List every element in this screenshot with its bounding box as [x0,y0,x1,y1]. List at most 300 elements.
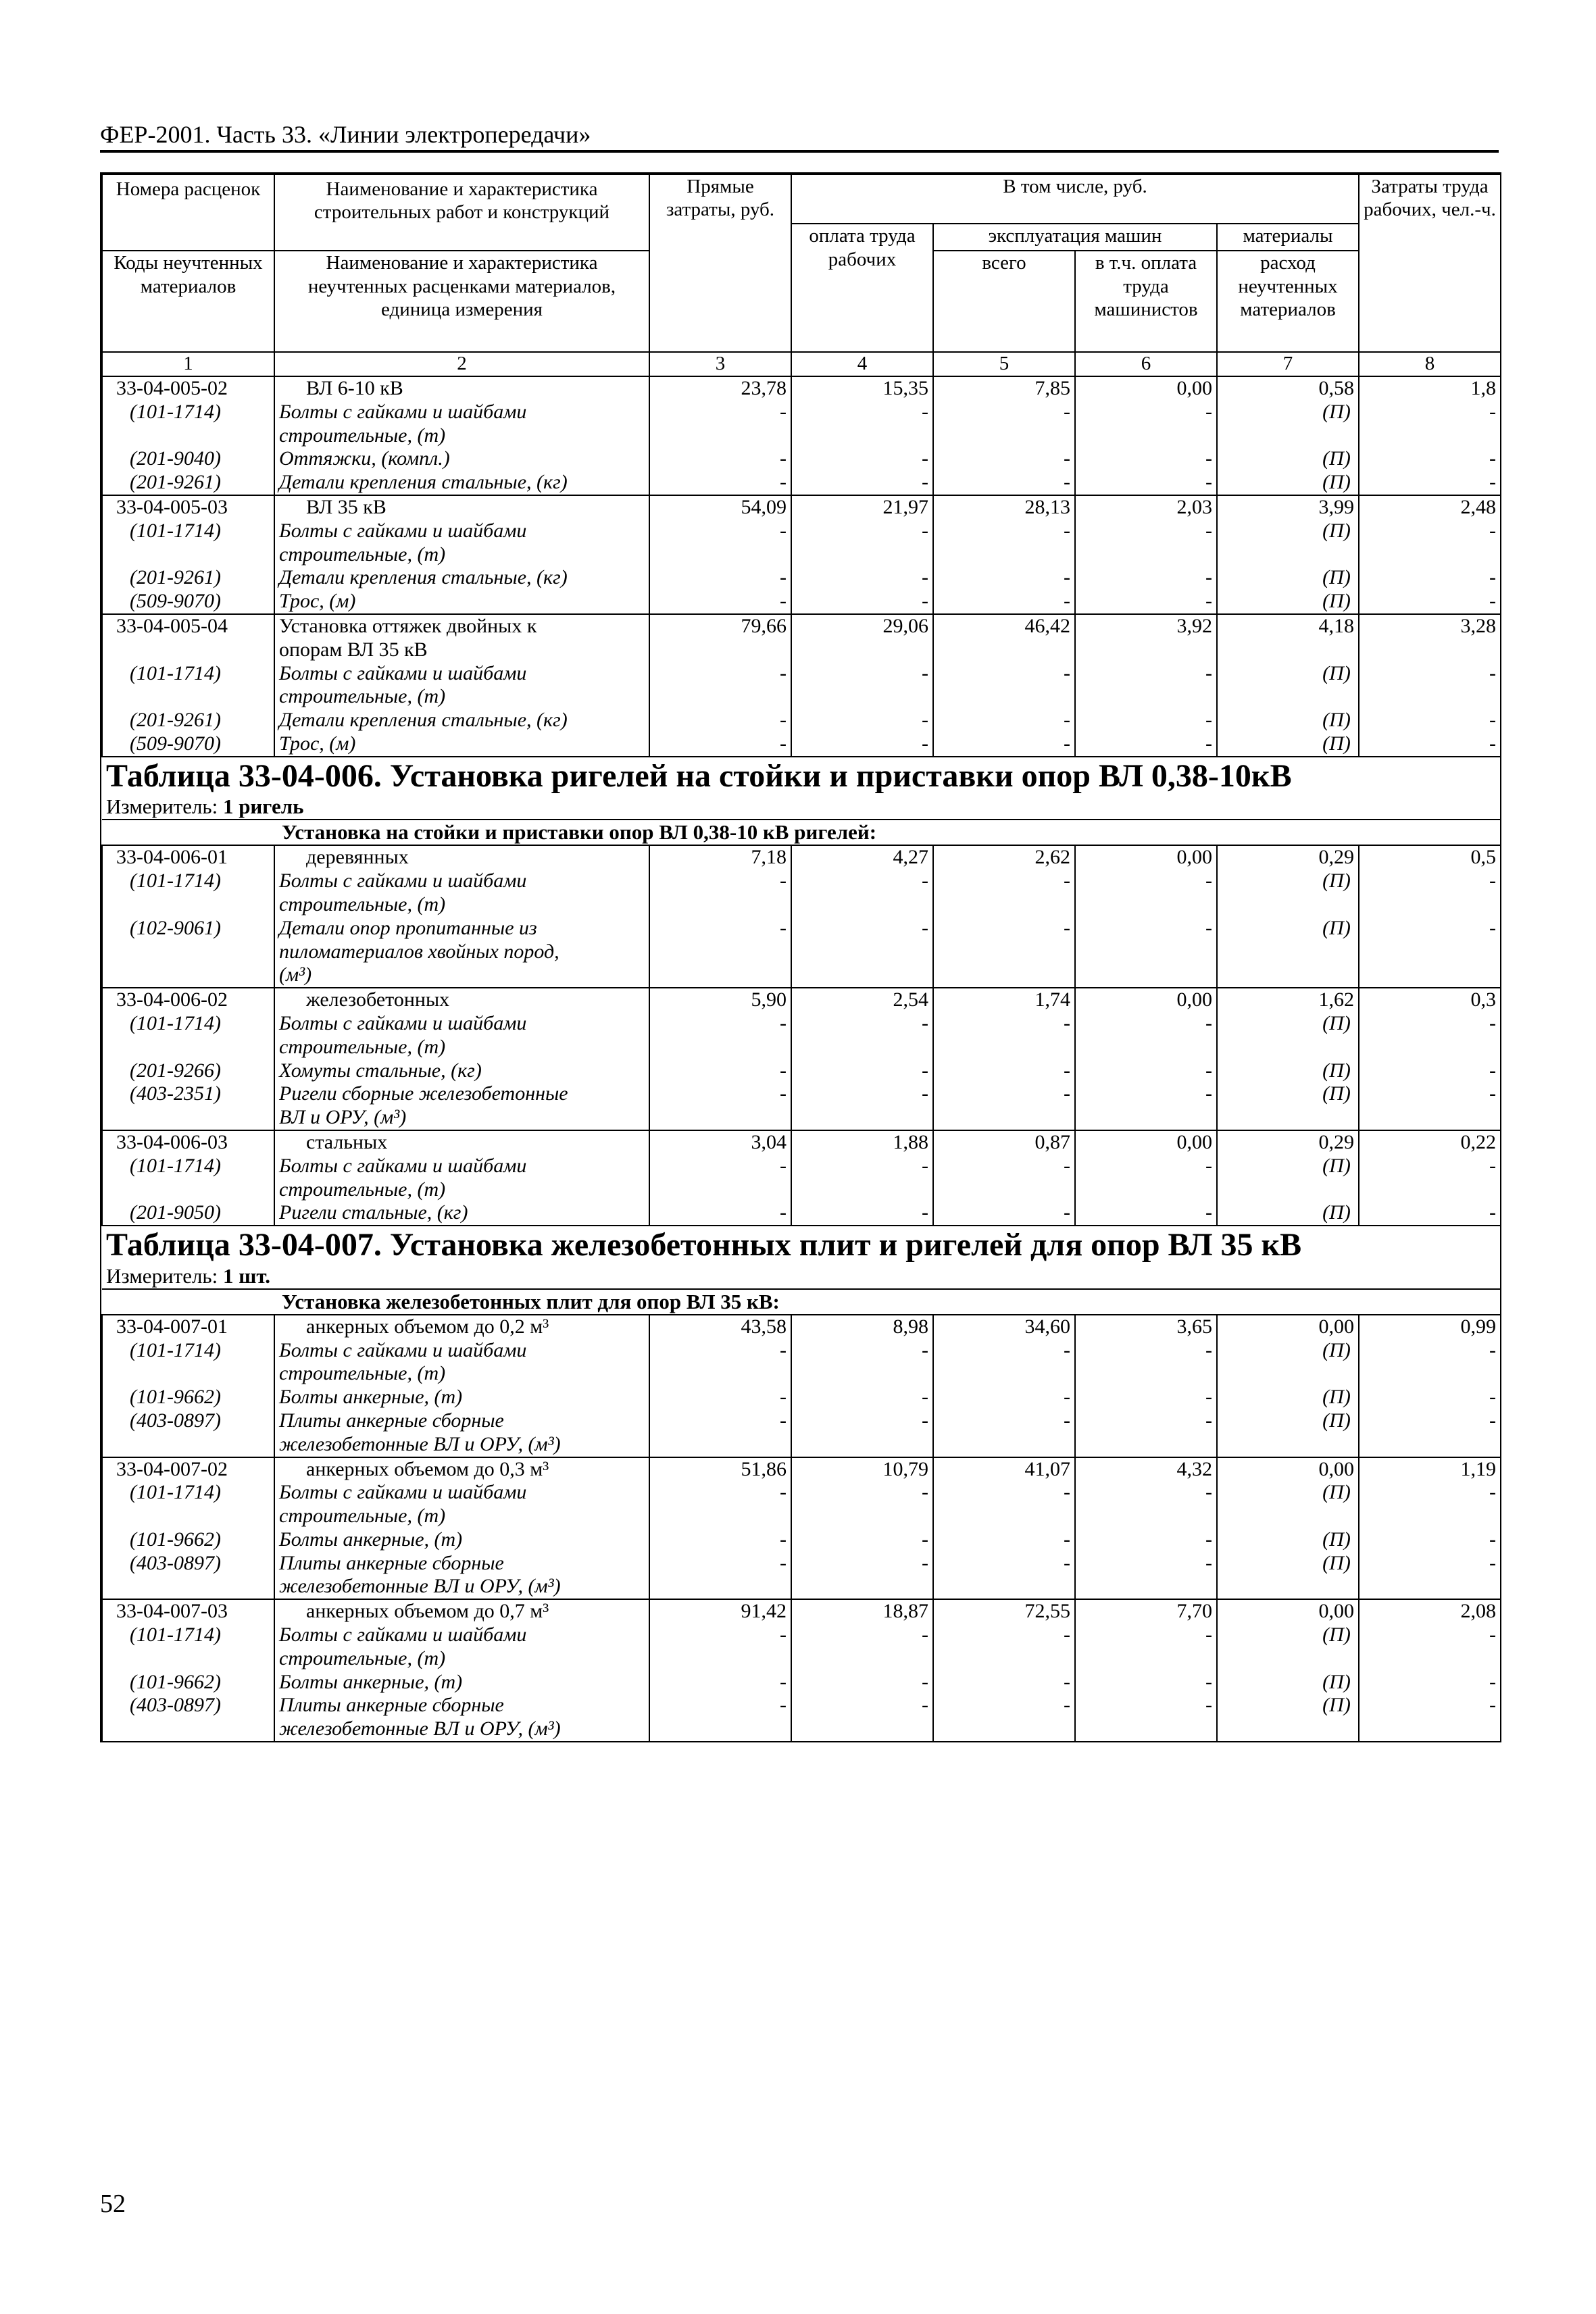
material-code: (101-9662) [102,1528,274,1552]
material-code: (101-1714) [102,1012,274,1059]
rate-code: 33-04-005-03 [102,495,274,520]
material-code: (201-9261) [102,471,274,495]
material-code: (101-1714) [102,401,274,448]
empty-value-dash: - [1075,1082,1217,1130]
material-name: Детали крепления стальные, (кг) [274,709,649,732]
rate-name: анкерных объемом до 0,7 м³ [274,1599,649,1624]
material-name: Плиты анкерные сборные железобетонные ВЛ и ОРУ, (м³) [274,1552,649,1600]
table-007-measure: Измеритель: 1 шт. [106,1263,271,1288]
table-006-measure: Измеритель: 1 ригель [106,795,304,819]
material-code: (101-1714) [102,870,274,917]
materials-consumption-value: 0,00 [1217,1315,1359,1339]
material-name: Плиты анкерные сборные железобетонные ВЛ и ОРУ, (м³) [274,1409,649,1457]
empty-value-dash: - [1075,1012,1217,1059]
empty-value-dash: - [1075,1624,1217,1671]
empty-value-dash: - [649,520,791,567]
empty-value-dash: - [791,590,933,614]
operator-wages-value: 4,32 [1075,1457,1217,1482]
rate-row [102,845,1501,870]
empty-value-dash: - [1359,1386,1501,1409]
material-row [102,1694,1501,1742]
rate-name: ВЛ 6-10 кВ [274,376,649,401]
rate-row [102,1599,1501,1624]
worker-wages-value: 4,27 [791,845,933,870]
empty-value-dash: - [1359,590,1501,614]
material-row [102,1671,1501,1694]
material-row [102,1201,1501,1226]
material-name: Болты с гайками и шайбами строительные, (т) [274,1339,649,1386]
material-name: Детали опор пропитанные из пиломатериалов хвойных пород, (м³) [274,917,649,988]
empty-value-dash: - [649,1552,791,1600]
rate-name: железобетонных [274,988,649,1012]
material-mark: (П) [1217,401,1359,448]
empty-value-dash: - [649,917,791,988]
empty-value-dash: - [933,1082,1075,1130]
empty-value-dash: - [933,917,1075,988]
empty-value-dash: - [1359,1155,1501,1202]
material-mark: (П) [1217,1528,1359,1552]
labor-hours-value: 0,5 [1359,845,1501,870]
materials-consumption-value: 3,99 [1217,495,1359,520]
empty-value-dash: - [933,1552,1075,1600]
worker-wages-value: 1,88 [791,1130,933,1155]
empty-value-dash: - [791,401,933,448]
material-name: Плиты анкерные сборные железобетонные ВЛ и ОРУ, (м³) [274,1694,649,1742]
operator-wages-value: 0,00 [1075,845,1217,870]
empty-value-dash: - [933,1386,1075,1409]
material-code: (101-1714) [102,1339,274,1386]
empty-value-dash: - [1359,1671,1501,1694]
material-row [102,471,1501,495]
table-007-body [102,1315,1501,1742]
material-name: Болты анкерные, (т) [274,1671,649,1694]
material-row [102,1552,1501,1600]
material-mark: (П) [1217,1552,1359,1600]
empty-value-dash: - [649,1201,791,1226]
empty-value-dash: - [1075,1339,1217,1386]
empty-value-dash: - [1359,1012,1501,1059]
rate-name: деревянных [274,845,649,870]
empty-value-dash: - [791,917,933,988]
col5-header: всего [933,251,1075,352]
empty-value-dash: - [1359,1481,1501,1528]
empty-value-dash: - [1075,1552,1217,1600]
material-code: (201-9266) [102,1059,274,1083]
empty-value-dash: - [791,1528,933,1552]
material-code: (509-9070) [102,732,274,757]
empty-value-dash: - [933,1409,1075,1457]
empty-value-dash: - [933,1012,1075,1059]
material-mark: (П) [1217,590,1359,614]
empty-value-dash: - [791,566,933,590]
material-row [102,917,1501,988]
empty-value-dash: - [1359,566,1501,590]
empty-value-dash: - [1359,1624,1501,1671]
empty-value-dash: - [649,566,791,590]
operator-wages-value: 0,00 [1075,376,1217,401]
table-007-title: Таблица 33-04-007. Установка железобетонных плит и ригелей для опор ВЛ 35 кВ [106,1227,1302,1263]
worker-wages-value: 29,06 [791,614,933,662]
material-name: Болты с гайками и шайбами строительные, (т) [274,401,649,448]
empty-value-dash: - [1075,1671,1217,1694]
empty-value-dash: - [933,1694,1075,1742]
materials-consumption-value: 0,29 [1217,1130,1359,1155]
empty-value-dash: - [1075,1694,1217,1742]
empty-value-dash: - [1359,1059,1501,1083]
material-row [102,1082,1501,1130]
machine-total-value: 41,07 [933,1457,1075,1482]
operator-wages-value: 2,03 [1075,495,1217,520]
material-row [102,590,1501,614]
empty-value-dash: - [649,1481,791,1528]
operator-wages-value: 0,00 [1075,988,1217,1012]
table-007-heading [102,1226,1501,1315]
empty-value-dash: - [1075,662,1217,709]
empty-value-dash: - [1075,447,1217,471]
empty-value-dash: - [791,447,933,471]
rate-name: Установка оттяжек двойных к опорам ВЛ 35 кВ [274,614,649,662]
empty-value-dash: - [1075,590,1217,614]
page-header: ФЕР-2001. Часть 33. «Линии электропередачи» [100,121,591,148]
empty-value-dash: - [1075,1059,1217,1083]
material-row [102,732,1501,757]
material-row [102,401,1501,448]
empty-value-dash: - [933,401,1075,448]
empty-value-dash: - [649,1339,791,1386]
empty-value-dash: - [1075,471,1217,495]
worker-wages-value: 15,35 [791,376,933,401]
empty-value-dash: - [933,732,1075,757]
rate-row [102,614,1501,662]
empty-value-dash: - [649,662,791,709]
material-name: Трос, (м) [274,590,649,614]
labor-hours-value: 0,22 [1359,1130,1501,1155]
machine-total-value: 28,13 [933,495,1075,520]
labor-hours-value: 3,28 [1359,614,1501,662]
material-code: (101-1714) [102,520,274,567]
material-mark: (П) [1217,566,1359,590]
labor-hours-value: 2,08 [1359,1599,1501,1624]
material-name: Детали крепления стальные, (кг) [274,566,649,590]
empty-value-dash: - [1359,732,1501,757]
material-code: (403-2351) [102,1082,274,1130]
rate-code: 33-04-007-01 [102,1315,274,1339]
direct-costs-value: 79,66 [649,614,791,662]
materials-consumption-value: 1,62 [1217,988,1359,1012]
material-code: (201-9050) [102,1201,274,1226]
material-name: Болты с гайками и шайбами строительные, (т) [274,1624,649,1671]
empty-value-dash: - [791,662,933,709]
table-006-body [102,845,1501,1226]
rate-code: 33-04-006-01 [102,845,274,870]
empty-value-dash: - [1359,870,1501,917]
empty-value-dash: - [649,590,791,614]
rate-name: анкерных объемом до 0,3 м³ [274,1457,649,1482]
labor-hours-value: 1,8 [1359,376,1501,401]
rate-code: 33-04-005-04 [102,614,274,662]
material-code: (201-9261) [102,566,274,590]
empty-value-dash: - [791,1339,933,1386]
empty-value-dash: - [933,1059,1075,1083]
rate-code: 33-04-006-03 [102,1130,274,1155]
empty-value-dash: - [933,1481,1075,1528]
material-row [102,1409,1501,1457]
empty-value-dash: - [649,401,791,448]
material-mark: (П) [1217,520,1359,567]
empty-value-dash: - [1075,732,1217,757]
empty-value-dash: - [791,1481,933,1528]
empty-value-dash: - [791,1155,933,1202]
machine-total-value: 2,62 [933,845,1075,870]
col8-header: Затраты труда рабочих, чел.-ч. [1359,174,1501,352]
empty-value-dash: - [933,1155,1075,1202]
rates-document [100,172,1501,1742]
direct-costs-value: 51,86 [649,1457,791,1482]
page-number: 52 [100,2190,126,2218]
rate-name: ВЛ 35 кВ [274,495,649,520]
material-code: (102-9061) [102,917,274,988]
rate-row [102,1130,1501,1155]
material-name: Болты с гайками и шайбами строительные, (т) [274,1155,649,1202]
material-name: Болты с гайками и шайбами строительные, (т) [274,1012,649,1059]
material-name: Ригели сборные железобетонные ВЛ и ОРУ, (м³) [274,1082,649,1130]
col3-header: Прямые затраты, руб. [649,174,791,352]
material-mark: (П) [1217,917,1359,988]
empty-value-dash: - [1075,870,1217,917]
machine-total-value: 34,60 [933,1315,1075,1339]
material-row [102,520,1501,567]
empty-value-dash: - [1359,1201,1501,1226]
material-name: Болты с гайками и шайбами строительные, (т) [274,870,649,917]
material-code: (201-9261) [102,709,274,732]
operator-wages-value: 3,65 [1075,1315,1217,1339]
material-row [102,709,1501,732]
empty-value-dash: - [791,709,933,732]
col1-bottom-header: Коды неучтенных материалов [102,251,274,352]
col4-header: оплата труда рабочих [791,224,933,352]
material-row [102,1339,1501,1386]
machines-header: эксплуатация машин [933,224,1217,251]
empty-value-dash: - [649,1012,791,1059]
empty-value-dash: - [1359,1552,1501,1600]
rate-row [102,376,1501,401]
empty-value-dash: - [649,1155,791,1202]
empty-value-dash: - [649,1671,791,1694]
rates-table [101,174,1501,1742]
empty-value-dash: - [1359,401,1501,448]
material-mark: (П) [1217,1671,1359,1694]
direct-costs-value: 91,42 [649,1599,791,1624]
machine-total-value: 46,42 [933,614,1075,662]
empty-value-dash: - [933,662,1075,709]
empty-value-dash: - [1075,566,1217,590]
empty-value-dash: - [649,471,791,495]
rate-name: стальных [274,1130,649,1155]
material-code: (101-9662) [102,1386,274,1409]
empty-value-dash: - [649,1694,791,1742]
empty-value-dash: - [649,732,791,757]
table-007-section: Установка железобетонных плит для опор ВЛ 35 кВ: [102,1289,1501,1315]
material-mark: (П) [1217,870,1359,917]
empty-value-dash: - [649,709,791,732]
material-row [102,447,1501,471]
material-code: (403-0897) [102,1409,274,1457]
labor-hours-value: 1,19 [1359,1457,1501,1482]
empty-value-dash: - [1359,709,1501,732]
material-code: (101-1714) [102,1481,274,1528]
material-name: Детали крепления стальные, (кг) [274,471,649,495]
material-mark: (П) [1217,1481,1359,1528]
empty-value-dash: - [791,1059,933,1083]
empty-value-dash: - [791,1012,933,1059]
material-mark: (П) [1217,1694,1359,1742]
column-numbers-row: 1 2 3 4 5 6 7 8 [102,352,1501,376]
material-name: Хомуты стальные, (кг) [274,1059,649,1083]
rate-code: 33-04-006-02 [102,988,274,1012]
empty-value-dash: - [933,1201,1075,1226]
operator-wages-value: 0,00 [1075,1130,1217,1155]
materials-consumption-value: 0,58 [1217,376,1359,401]
empty-value-dash: - [933,1528,1075,1552]
rate-code: 33-04-007-02 [102,1457,274,1482]
material-code: (101-1714) [102,662,274,709]
material-name: Болты с гайками и шайбами строительные, (т) [274,520,649,567]
empty-value-dash: - [649,1059,791,1083]
col2-bottom-header: Наименование и характеристика неучтенных расценками материалов, единица измерения [274,251,649,352]
operator-wages-value: 7,70 [1075,1599,1217,1624]
empty-value-dash: - [1075,1386,1217,1409]
labor-hours-value: 0,3 [1359,988,1501,1012]
material-row [102,1155,1501,1202]
empty-value-dash: - [1359,1528,1501,1552]
empty-value-dash: - [1075,917,1217,988]
material-row [102,662,1501,709]
table-006-heading [102,757,1501,846]
materials-consumption-value: 0,00 [1217,1457,1359,1482]
included-group-header: В том числе, руб. [791,174,1359,224]
empty-value-dash: - [791,1671,933,1694]
empty-value-dash: - [649,1386,791,1409]
material-row [102,1386,1501,1409]
table-006-title: Таблица 33-04-006. Установка ригелей на стойки и приставки опор ВЛ 0,38-10кВ [106,757,1292,794]
header-rule [100,150,1499,153]
empty-value-dash: - [1075,1409,1217,1457]
material-mark: (П) [1217,1386,1359,1409]
empty-value-dash: - [1359,917,1501,988]
direct-costs-value: 7,18 [649,845,791,870]
empty-value-dash: - [1075,520,1217,567]
empty-value-dash: - [1359,1409,1501,1457]
material-name: Трос, (м) [274,732,649,757]
worker-wages-value: 21,97 [791,495,933,520]
empty-value-dash: - [1359,662,1501,709]
materials-header: материалы [1217,224,1359,251]
empty-value-dash: - [1359,1339,1501,1386]
col2-top-header: Наименование и характеристика строительных работ и конструкций [274,174,649,224]
empty-value-dash: - [791,870,933,917]
material-code: (201-9040) [102,447,274,471]
machine-total-value: 1,74 [933,988,1075,1012]
empty-value-dash: - [933,471,1075,495]
worker-wages-value: 18,87 [791,1599,933,1624]
rate-row [102,1457,1501,1482]
material-name: Болты анкерные, (т) [274,1528,649,1552]
empty-value-dash: - [1359,1082,1501,1130]
empty-value-dash: - [1075,1481,1217,1528]
empty-value-dash: - [649,1624,791,1671]
material-mark: (П) [1217,1624,1359,1671]
empty-value-dash: - [933,590,1075,614]
worker-wages-value: 10,79 [791,1457,933,1482]
material-code: (101-1714) [102,1155,274,1202]
material-row [102,1528,1501,1552]
material-row [102,870,1501,917]
material-code: (101-9662) [102,1671,274,1694]
material-mark: (П) [1217,1059,1359,1083]
material-mark: (П) [1217,1012,1359,1059]
empty-value-dash: - [791,1409,933,1457]
empty-value-dash: - [1075,1155,1217,1202]
empty-value-dash: - [791,1694,933,1742]
material-row [102,566,1501,590]
direct-costs-value: 5,90 [649,988,791,1012]
empty-value-dash: - [791,520,933,567]
empty-value-dash: - [791,1624,933,1671]
empty-value-dash: - [649,870,791,917]
empty-value-dash: - [933,520,1075,567]
empty-value-dash: - [791,1386,933,1409]
worker-wages-value: 8,98 [791,1315,933,1339]
rate-row [102,988,1501,1012]
materials-consumption-value: 0,29 [1217,845,1359,870]
material-name: Болты анкерные, (т) [274,1386,649,1409]
material-mark: (П) [1217,1409,1359,1457]
material-name: Болты с гайками и шайбами строительные, (т) [274,662,649,709]
material-mark: (П) [1217,447,1359,471]
labor-hours-value: 2,48 [1359,495,1501,520]
worker-wages-value: 2,54 [791,988,933,1012]
empty-value-dash: - [933,1671,1075,1694]
material-code: (101-1714) [102,1624,274,1671]
col7-header: расход неучтенных материалов [1217,251,1359,352]
material-mark: (П) [1217,1201,1359,1226]
material-mark: (П) [1217,1155,1359,1202]
empty-value-dash: - [1359,520,1501,567]
machine-total-value: 7,85 [933,376,1075,401]
empty-value-dash: - [791,732,933,757]
material-mark: (П) [1217,1339,1359,1386]
material-code: (509-9070) [102,590,274,614]
empty-value-dash: - [1075,1528,1217,1552]
labor-hours-value: 0,99 [1359,1315,1501,1339]
materials-consumption-value: 4,18 [1217,614,1359,662]
material-code: (403-0897) [102,1694,274,1742]
rate-name: анкерных объемом до 0,2 м³ [274,1315,649,1339]
material-mark: (П) [1217,662,1359,709]
material-mark: (П) [1217,732,1359,757]
material-mark: (П) [1217,709,1359,732]
empty-value-dash: - [791,1552,933,1600]
rate-row [102,495,1501,520]
material-row [102,1481,1501,1528]
rate-code: 33-04-007-03 [102,1599,274,1624]
table-006-section: Установка на стойки и приставки опор ВЛ 0,38-10 кВ ригелей: [102,820,1501,845]
materials-consumption-value: 0,00 [1217,1599,1359,1624]
empty-value-dash: - [933,870,1075,917]
empty-value-dash: - [933,447,1075,471]
table-005-continuation [102,376,1501,757]
material-name: Оттяжки, (компл.) [274,447,649,471]
